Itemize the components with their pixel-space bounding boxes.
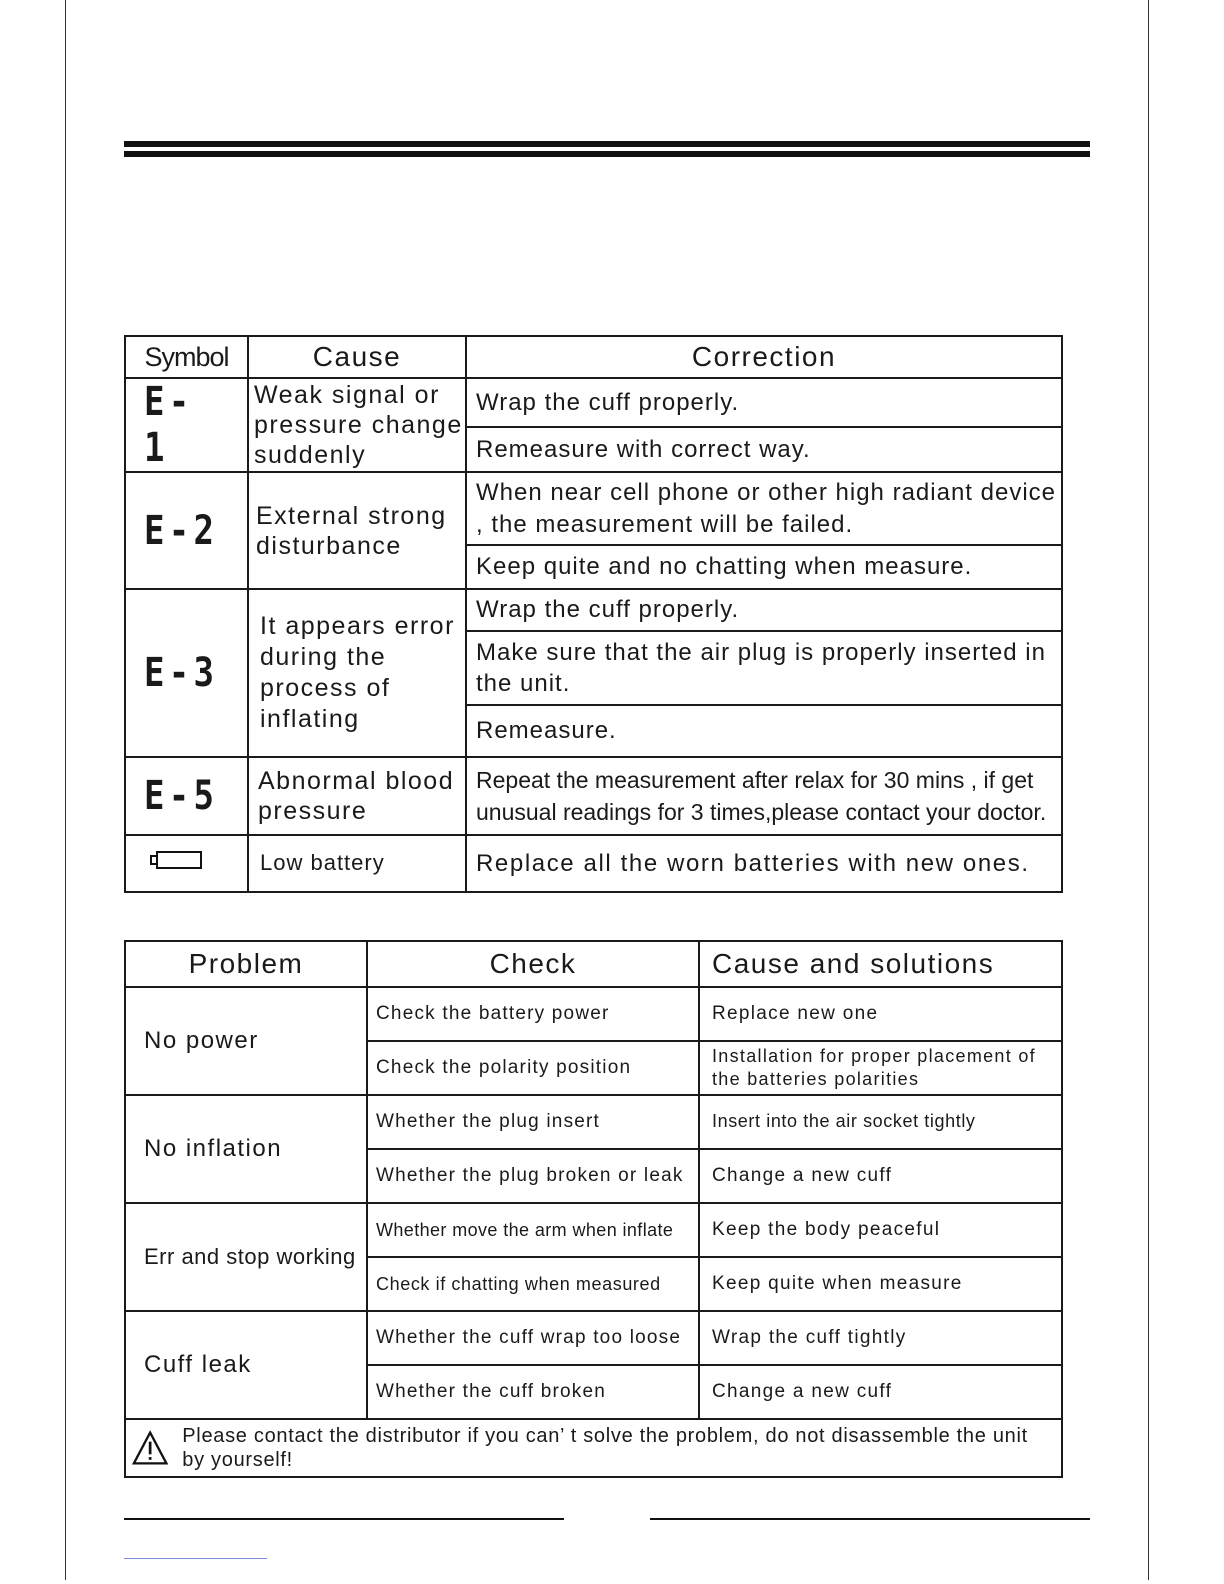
check-cell: Whether the plug broken or leak [367, 1149, 699, 1203]
symbol-header: Symbol [125, 336, 248, 378]
error-code-e1: E- 1 [125, 378, 248, 472]
error-code-e5: E-5 [125, 757, 248, 835]
correction-text: Remeasure. [466, 705, 1062, 757]
error-code-table [124, 335, 1063, 893]
check-cell: Whether the cuff broken [367, 1365, 699, 1419]
problem-cell: Err and stop working [125, 1203, 367, 1311]
table-row [125, 1095, 1062, 1149]
solution-cell: Change a new cuff [699, 1149, 1062, 1203]
correction-text: Wrap the cuff properly. [466, 378, 1062, 427]
header-rule-secondary [124, 151, 1090, 157]
cause-text: External strong disturbance [248, 472, 466, 589]
cause-text: Low battery [248, 835, 466, 892]
problem-cell: No power [125, 987, 367, 1095]
check-cell: Check the polarity position [367, 1041, 699, 1095]
problem-cell: Cuff leak [125, 1311, 367, 1419]
footer-rule-left [124, 1518, 564, 1520]
solution-cell: Keep quite when measure [699, 1257, 1062, 1311]
solution-cell: Keep the body peaceful [699, 1203, 1062, 1257]
error-code-e3: E-3 [125, 589, 248, 757]
footer-rule-right [650, 1518, 1090, 1520]
correction-text: When near cell phone or other high radiant device , the measurement will be failed. [466, 472, 1062, 545]
note-row [125, 1419, 1062, 1477]
check-cell: Check the battery power [367, 987, 699, 1041]
correction-text: Make sure that the air plug is properly inserted in the unit. [466, 631, 1062, 705]
battery-low-icon [125, 835, 248, 892]
check-cell: Check if chatting when measured [367, 1257, 699, 1311]
solution-cell: Insert into the air socket tightly [699, 1095, 1062, 1149]
battery-low-icon-graphic [150, 850, 204, 872]
solutions-header: Cause and solutions [699, 941, 1062, 987]
check-header: Check [367, 941, 699, 987]
correction-text: Repeat the measurement after relax for 30 mins , if get unusual readings for 3 times,please contact your doctor. [466, 757, 1062, 835]
correction-header: Correction [466, 336, 1062, 378]
note-cell [125, 1419, 1062, 1477]
cause-text: It appears error during the process of inflating [248, 589, 466, 757]
table-row [125, 987, 1062, 1041]
error-code-e2: E-2 [125, 472, 248, 589]
table-row [125, 1311, 1062, 1365]
correction-text: Keep quite and no chatting when measure. [466, 545, 1062, 589]
warning-note: Please contact the distributor if you can’ t solve the problem, do not disassemble the unit by yourself! [182, 1425, 1028, 1471]
cause-text: Weak signal or pressure change suddenly [248, 378, 466, 472]
table-row [125, 757, 1062, 835]
cause-text: Abnormal blood pressure [248, 757, 466, 835]
problem-cell: No inflation [125, 1095, 367, 1203]
check-cell: Whether move the arm when inflate [367, 1203, 699, 1257]
cause-header: Cause [248, 336, 466, 378]
warning-icon [132, 1429, 168, 1467]
table-row [125, 589, 1062, 631]
check-cell: Whether the cuff wrap too loose [367, 1311, 699, 1365]
table-row [125, 378, 1062, 427]
correction-text: Replace all the worn batteries with new ones. [466, 835, 1062, 892]
page-edge-line [124, 1558, 267, 1559]
error-table-header [125, 336, 1062, 378]
solution-cell: Change a new cuff [699, 1365, 1062, 1419]
trouble-table-header [125, 941, 1062, 987]
correction-text: Wrap the cuff properly. [466, 589, 1062, 631]
troubleshooting-table [124, 940, 1063, 1478]
check-cell: Whether the plug insert [367, 1095, 699, 1149]
problem-header: Problem [125, 941, 367, 987]
table-row [125, 1203, 1062, 1257]
table-row [125, 835, 1062, 892]
table-row [125, 472, 1062, 545]
header-rule [124, 141, 1090, 147]
correction-text: Remeasure with correct way. [466, 427, 1062, 472]
solution-cell: Installation for proper placement of the batteries polarities [699, 1041, 1062, 1095]
solution-cell: Wrap the cuff tightly [699, 1311, 1062, 1365]
solution-cell: Replace new one [699, 987, 1062, 1041]
